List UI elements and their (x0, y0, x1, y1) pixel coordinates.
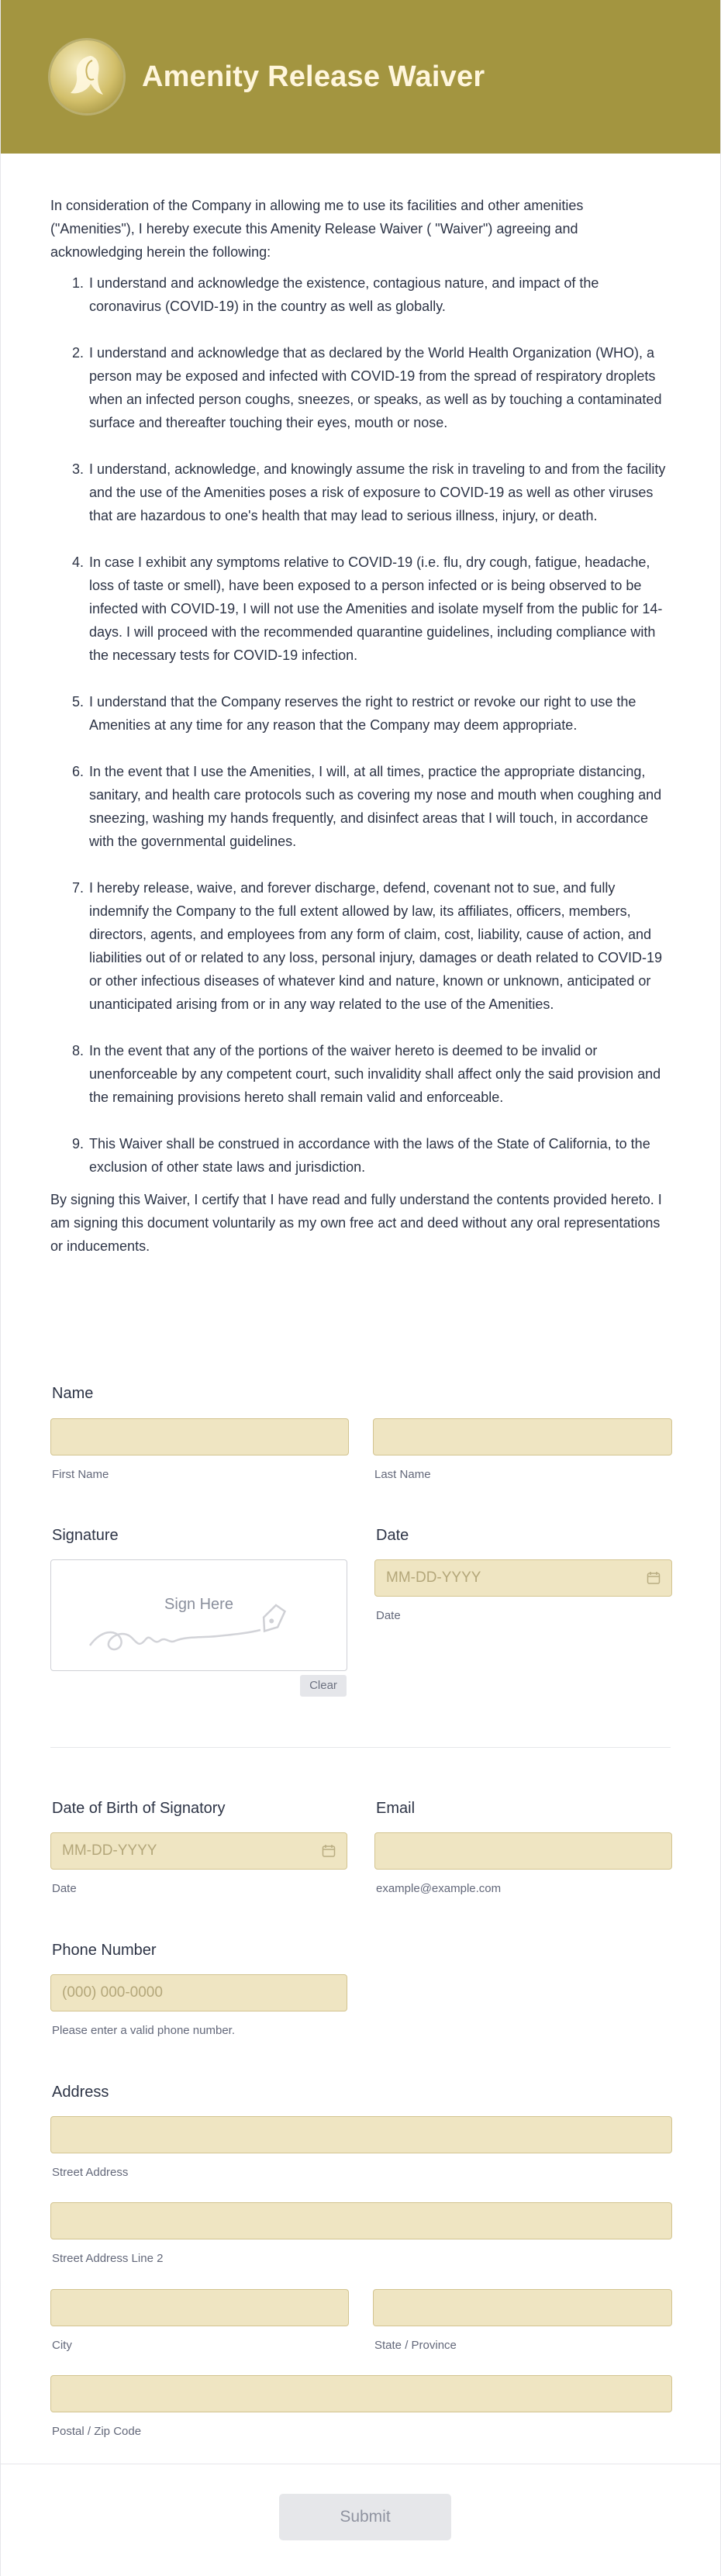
signature-pad[interactable] (50, 1559, 347, 1671)
street-address-sublabel: Street Address (52, 2166, 129, 2179)
street-address-line2-sublabel: Street Address Line 2 (52, 2252, 164, 2265)
page-title: Amenity Release Waiver (142, 60, 485, 93)
first-name-input[interactable] (50, 1418, 349, 1455)
dob-placeholder: MM-DD-YYYY (62, 1842, 157, 1859)
phone-input[interactable] (50, 1974, 347, 2011)
street-address-line2-input[interactable] (50, 2202, 672, 2239)
date-sublabel: Date (376, 1609, 401, 1622)
signature-placeholder: Sign Here (164, 1596, 233, 1613)
intro-paragraph: In consideration of the Company in allowing me to use its facilities and other amenities ("Amenities"), I hereby execute this Amenity Release Waiver ( "Waiver") agreeing and acknowledging herein the following: (50, 198, 584, 260)
clause-item: 1. I understand and acknowledge the existence, contagious nature, and impact of the coronavirus (COVID-19) in the country as well as globally. (88, 271, 671, 318)
closing-paragraph: By signing this Waiver, I certify that I have read and fully understand the contents provided hereto. I am signing this document voluntarily as my own free act and deed without any oral representations or inducements. (50, 1192, 662, 1254)
clause-item: 5. I understand that the Company reserves the right to restrict or revoke our right to use the Amenities at any time for any reason that the Company may deem appropriate. (88, 690, 671, 737)
address-label: Address (52, 2084, 109, 2101)
clause-item: 9. This Waiver shall be construed in accordance with the laws of the State of California, to the exclusion of other state laws and jurisdiction. (88, 1132, 671, 1179)
clause-list (50, 271, 671, 1179)
last-name-input[interactable] (373, 1418, 672, 1455)
email-input[interactable] (374, 1832, 672, 1870)
clause-item: 3. I understand, acknowledge, and knowingly assume the risk in traveling to and from the facility and the use of the Amenities poses a risk of exposure to COVID-19 as well as other viruses that are hazardous to one's health that may lead to serious illness, injury, or death. (88, 458, 671, 527)
email-sublabel: example@example.com (376, 1882, 502, 1895)
clause-item: 8. In the event that any of the portions of the waiver hereto is deemed to be invalid or unenforceable by any competent court, such invalidity shall affect only the said provision and the remaining provisions hereto shall remain valid and enforceable. (88, 1039, 671, 1109)
dob-label: Date of Birth of Signatory (52, 1800, 226, 1817)
woman-silhouette-logo-icon (50, 40, 123, 113)
calendar-icon[interactable] (647, 1571, 661, 1585)
dob-sublabel: Date (52, 1882, 77, 1895)
first-name-sublabel: First Name (52, 1468, 109, 1481)
signature-scribble-icon (85, 1591, 318, 1661)
zip-sublabel: Postal / Zip Code (52, 2425, 142, 2438)
phone-label: Phone Number (52, 1942, 157, 1959)
phone-sublabel: Please enter a valid phone number. (52, 2024, 235, 2037)
dob-input[interactable] (50, 1832, 347, 1870)
street-address-input[interactable] (50, 2116, 672, 2153)
email-label: Email (376, 1800, 416, 1817)
date-placeholder: MM-DD-YYYY (386, 1569, 481, 1586)
state-input[interactable] (373, 2289, 672, 2326)
submit-button[interactable]: Submit (279, 2494, 451, 2540)
clause-item: 6. In the event that I use the Amenities, I will, at all times, practice the appropriate distancing, sanitary, and health care protocols such as covering my nose and mouth when coughing and sneezing, washing my hands frequently, and disinfect areas that I will touch, in accordance with the governmental guidelines. (88, 760, 671, 853)
form-header (1, 0, 720, 154)
state-sublabel: State / Province (374, 2339, 457, 2352)
clear-signature-button[interactable]: Clear (300, 1675, 347, 1697)
section-divider (50, 1747, 671, 1748)
date-input[interactable] (374, 1559, 672, 1597)
date-label: Date (376, 1527, 409, 1544)
clause-item: 7. I hereby release, waive, and forever discharge, defend, covenant not to sue, and fully indemnify the Company to the full extent allowed by law, its affiliates, officers, members, directors, agents, and employees from any form of claim, cost, liability, cause of action, and liabilities out of or related to any loss, personal injury, damages or death related to COVID-19 or other infectious diseases of whatever kind and nature, known or unknown, anticipated or unanticipated arising from or in any way related to the use of the Amenities. (88, 876, 671, 1016)
city-input[interactable] (50, 2289, 349, 2326)
city-sublabel: City (52, 2339, 72, 2352)
clause-item: 4. In case I exhibit any symptoms relative to COVID-19 (i.e. flu, dry cough, fatigue, headache, loss of taste or smell), have been exposed to a person infected or is being observed to be infected with COVID-19, I will not use the Amenities and isolate myself from the public for 14-days. I will proceed with the recommended quarantine guidelines, including compliance with the necessary tests for COVID-19 infection. (88, 551, 671, 667)
zip-input[interactable] (50, 2375, 672, 2412)
calendar-icon[interactable] (322, 1844, 336, 1858)
clause-item: 2. I understand and acknowledge that as declared by the World Health Organization (WHO), a person may be exposed and infected with COVID-19 from the spread of respiratory droplets when an infected person coughs, sneezes, or speaks, as well as by touching a contaminated surface and thereafter touching their eyes, mouth or nose. (88, 341, 671, 434)
last-name-sublabel: Last Name (374, 1468, 431, 1481)
phone-placeholder: (000) 000-0000 (62, 1984, 163, 2001)
signature-label: Signature (52, 1527, 119, 1544)
name-label: Name (52, 1385, 94, 1402)
waiver-text (1, 154, 720, 1258)
